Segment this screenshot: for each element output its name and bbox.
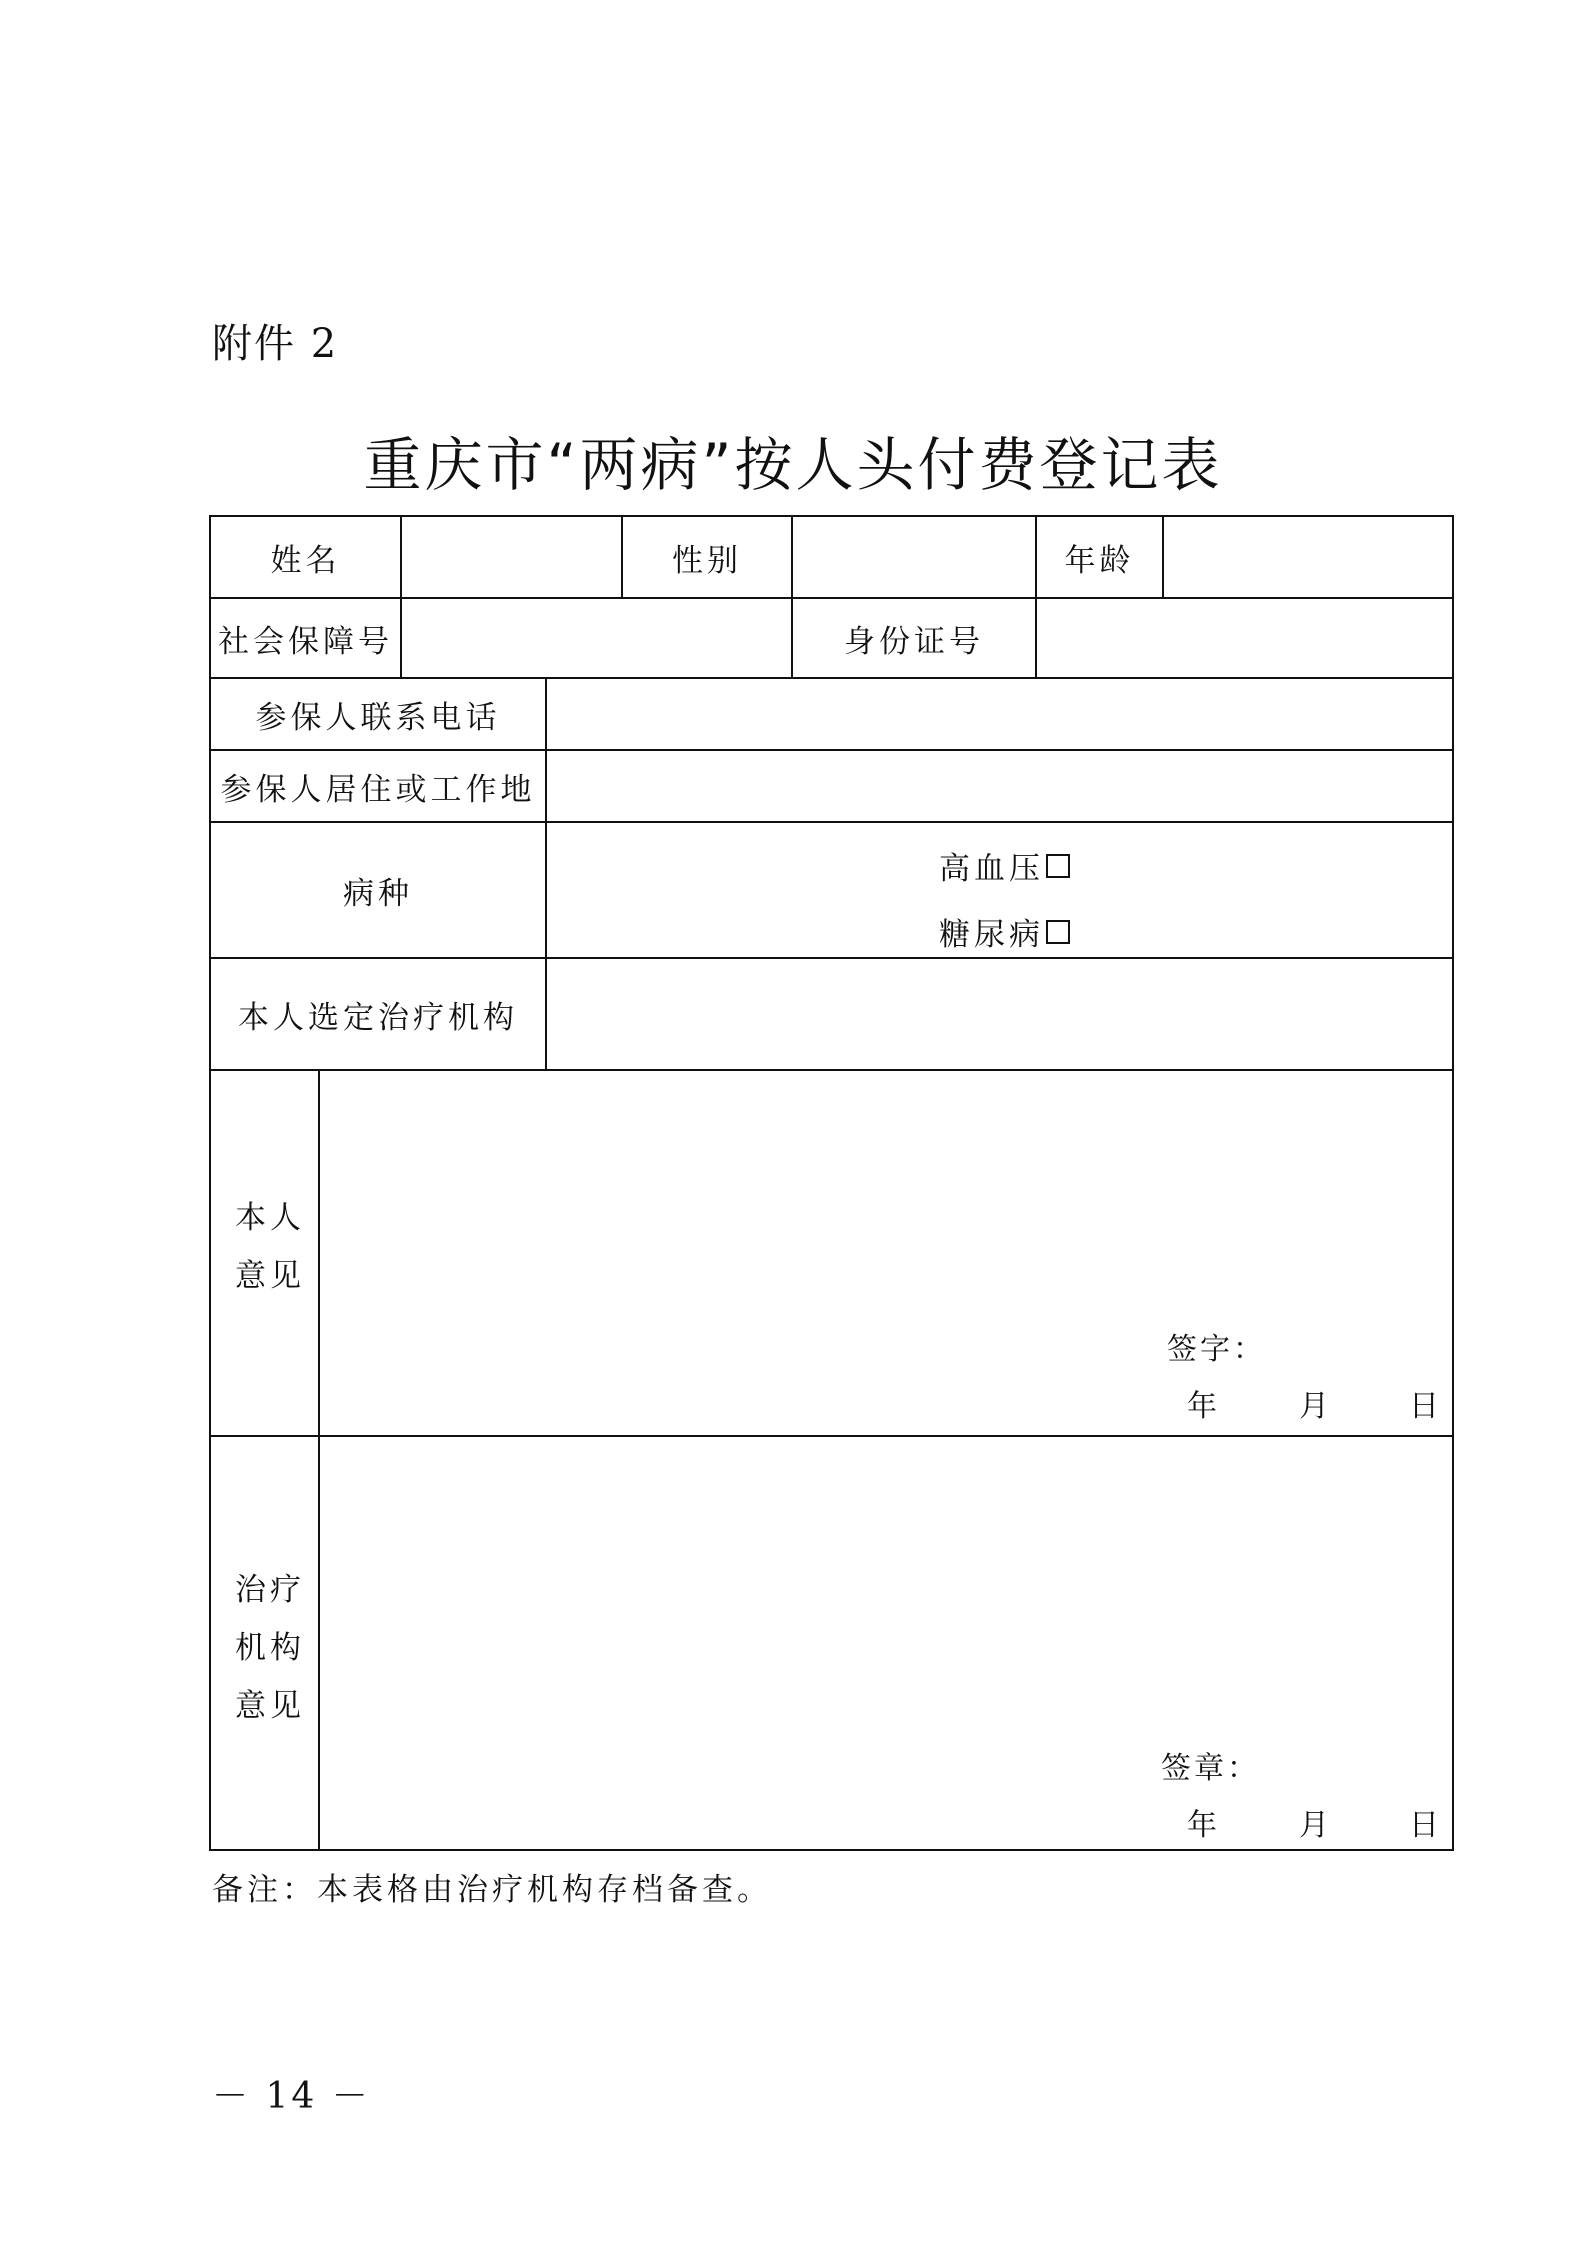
hypertension-checkbox[interactable] (1046, 854, 1070, 878)
diabetes-label: 糖尿病 (939, 917, 1044, 953)
address-label: 参保人居住或工作地 (220, 771, 536, 808)
personal-opinion-field[interactable] (320, 1071, 1452, 1435)
diabetes-checkbox[interactable] (1046, 920, 1070, 944)
personal-date-day: 日 (1409, 1389, 1442, 1424)
personal-date-year: 年 (1187, 1389, 1220, 1424)
personal-date-month: 月 (1299, 1389, 1332, 1424)
attachment-label: 附件 2 (212, 321, 339, 367)
id-number-field[interactable] (1037, 599, 1452, 677)
form-title: 重庆市“两病”按人头付费登记表 (363, 431, 1223, 499)
address-field[interactable] (547, 751, 1452, 821)
institution-date-year: 年 (1187, 1808, 1220, 1843)
age-field[interactable] (1164, 517, 1452, 597)
disease-label: 病种 (343, 875, 413, 912)
social-security-field[interactable] (402, 599, 791, 677)
social-security-label: 社会保障号 (218, 623, 393, 660)
form-note: 备注：本表格由治疗机构存档备查。 (212, 1872, 772, 1908)
registration-form-table (209, 515, 1454, 1851)
diabetes-option[interactable] (939, 909, 1070, 954)
personal-signature-label: 签字： (1167, 1332, 1266, 1367)
name-field[interactable] (402, 517, 621, 597)
page-number: － 14 － (212, 2076, 371, 2117)
institution-opinion-label: 治疗 机构 意见 (235, 1572, 305, 1724)
id-number-label: 身份证号 (844, 623, 984, 660)
phone-field[interactable] (547, 679, 1452, 749)
personal-opinion-label: 本人 意见 (235, 1200, 305, 1294)
gender-label: 性别 (672, 542, 742, 579)
institution-date-day: 日 (1409, 1808, 1442, 1843)
hypertension-label: 高血压 (939, 851, 1044, 887)
institution-field[interactable] (547, 959, 1452, 1069)
institution-seal-label: 签章： (1161, 1751, 1260, 1786)
hypertension-option[interactable] (939, 843, 1070, 888)
name-label: 姓名 (270, 542, 341, 579)
institution-date-month: 月 (1299, 1808, 1332, 1843)
phone-label: 参保人联系电话 (255, 699, 501, 736)
gender-field[interactable] (793, 517, 1035, 597)
institution-label: 本人选定治疗机构 (238, 999, 518, 1036)
age-label: 年龄 (1064, 542, 1135, 579)
institution-opinion-field[interactable] (320, 1437, 1452, 1851)
